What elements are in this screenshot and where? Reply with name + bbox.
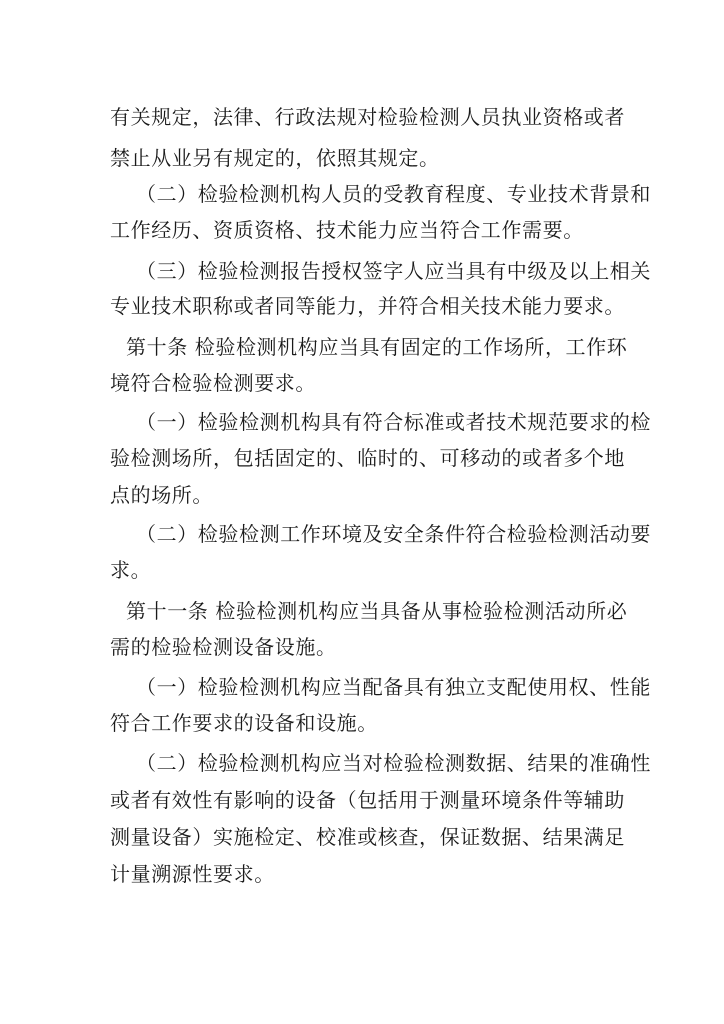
text-line: （一）检验检测机构应当配备具有独立支配使用权、性能 (136, 675, 651, 699)
text-line: 测量设备）实施检定、校准或核查，保证数据、结果满足 (110, 825, 625, 849)
text-line: （一）检验检测机构具有符合标准或者技术规范要求的检 (136, 410, 651, 434)
text-line: 境符合检验检测要求。 (110, 371, 316, 395)
text-line: （二）检验检测工作环境及安全条件符合检验检测活动要 (136, 522, 651, 546)
article-heading-line: 第十条 检验检测机构应当具有固定的工作场所，工作环 (126, 335, 628, 359)
text-line: （二）检验检测机构人员的受教育程度、专业技术背景和 (136, 182, 651, 206)
text-line: 或者有效性有影响的设备（包括用于测量环境条件等辅助 (110, 788, 625, 812)
text-line: 符合工作要求的设备和设施。 (110, 711, 378, 735)
text-line: （二）检验检测机构应当对检验检测数据、结果的准确性 (136, 751, 651, 775)
text-line: （三）检验检测报告授权签字人应当具有中级及以上相关 (136, 259, 651, 283)
text-line: 需的检验检测设备设施。 (110, 635, 337, 659)
text-line: 计量溯源性要求。 (110, 862, 275, 886)
text-line: 有关规定，法律、行政法规对检验检测人员执业资格或者 (110, 105, 625, 129)
text-line: 求。 (110, 558, 152, 582)
text-line: 禁止从业另有规定的，依照其规定。 (110, 146, 440, 170)
article-heading-line: 第十一条 检验检测机构应当具备从事检验检测活动所必 (126, 599, 628, 623)
text-line: 验检测场所，包括固定的、临时的、可移动的或者多个地 (110, 446, 625, 470)
text-line: 专业技术职称或者同等能力，并符合相关技术能力要求。 (110, 294, 625, 318)
text-line: 点的场所。 (110, 483, 213, 507)
text-line: 工作经历、资质资格、技术能力应当符合工作需要。 (110, 218, 584, 242)
